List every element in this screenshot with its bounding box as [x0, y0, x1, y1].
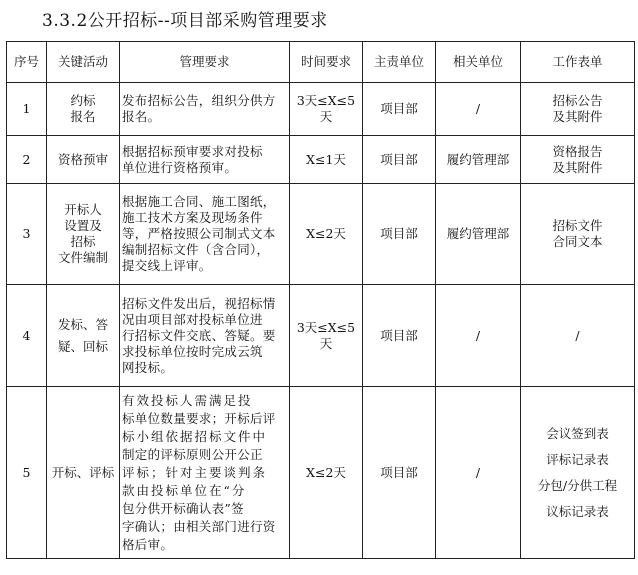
column-header-management: 管理要求	[120, 42, 290, 83]
management-line: 根据招标预审要求对投标	[122, 143, 263, 159]
form-line: 及其附件	[552, 159, 603, 175]
cell-forms	[521, 285, 635, 387]
cell-no: 4	[7, 285, 47, 387]
column-header-activity: 关键活动	[47, 42, 120, 83]
cell-forms	[521, 387, 635, 559]
cell-time	[290, 184, 363, 285]
table-row	[7, 184, 635, 285]
column-header-no: 序号	[7, 42, 47, 83]
cell-no: 5	[7, 387, 47, 559]
form-line: 招标公告	[552, 93, 603, 108]
management-line: 求投标单位按时完成云筑	[122, 343, 263, 359]
cell-owner: 项目部	[363, 184, 436, 285]
cell-time	[290, 136, 363, 184]
form-line: 评标记录表	[546, 451, 609, 467]
cell-time	[290, 387, 363, 559]
management-line: 网投标。	[122, 359, 174, 375]
cell-activity	[47, 387, 120, 559]
management-line: 根据施工合同、施工图纸，	[122, 194, 276, 209]
management-line: 评标；针对主要谈判条	[122, 464, 268, 480]
cell-owner: 项目部	[363, 387, 436, 559]
management-line: 包分供开标确认表”签	[122, 500, 244, 516]
form-line: 及其附件	[552, 109, 603, 124]
table-header-row	[7, 42, 635, 83]
activity-line: 设置及	[64, 218, 102, 233]
management-line: 招标文件发出后，视招标情	[122, 295, 276, 311]
cell-time	[290, 285, 363, 387]
management-line: 等，严格按照公司制式文本	[122, 226, 276, 241]
management-line: 报名。	[122, 109, 161, 124]
cell-related: 履约管理部	[436, 184, 521, 285]
management-line: 标单位数量要求；开标后评	[122, 410, 276, 426]
time-line: X≤2天	[306, 226, 346, 241]
activity-line: 文件编制	[57, 250, 108, 265]
form-line: 议标记录表	[546, 503, 609, 519]
procurement-requirements-table	[6, 41, 635, 559]
form-line: 分包/分供工程	[537, 477, 618, 493]
cell-time	[290, 83, 363, 136]
cell-management	[120, 387, 290, 559]
form-line: 招标文件	[552, 218, 603, 233]
management-line: 字确认；由相关部门进行资	[122, 518, 276, 534]
activity-line: 报名	[70, 109, 96, 124]
cell-activity	[47, 83, 120, 136]
management-line: 格后审。	[122, 536, 174, 552]
activity-line: 发标、答	[57, 316, 108, 332]
cell-forms	[521, 184, 635, 285]
management-line: 提交线上评审。	[122, 258, 212, 273]
management-line: 款由投标单位在“分	[122, 482, 247, 498]
form-line: 合同文本	[552, 234, 603, 249]
cell-related: /	[436, 285, 521, 387]
table-row	[7, 285, 635, 387]
time-line: 天	[319, 109, 333, 124]
cell-owner: 项目部	[363, 136, 436, 184]
cell-management	[120, 285, 290, 387]
activity-line: 开标、评标	[51, 464, 115, 480]
form-line: /	[575, 327, 580, 343]
activity-line: 约标	[70, 93, 96, 108]
management-line: 行招标文件交底、答疑。要	[122, 327, 276, 343]
form-line: 会议签到表	[546, 425, 609, 441]
cell-owner: 项目部	[363, 83, 436, 136]
cell-owner: 项目部	[363, 285, 436, 387]
cell-related: /	[436, 83, 521, 136]
management-line: 单位进行资格预审。	[122, 159, 238, 175]
cell-management	[120, 83, 290, 136]
activity-line: 开标人	[64, 202, 102, 217]
time-line: 3天≤X≤5	[296, 93, 356, 108]
cell-forms	[521, 136, 635, 184]
cell-activity	[47, 136, 120, 184]
time-line: 天	[319, 335, 333, 351]
column-header-related: 相关单位	[436, 42, 521, 83]
management-line: 编制招标文件（含合同），	[122, 242, 270, 257]
activity-line: 招标	[70, 234, 96, 249]
management-line: 制定的评标原则公开公正	[122, 446, 263, 462]
cell-related: 履约管理部	[436, 136, 521, 184]
activity-line: 资格预审	[57, 151, 108, 167]
form-line: 资格报告	[552, 143, 603, 159]
cell-management	[120, 136, 290, 184]
section-heading: 3.3.2公开招标--项目部采购管理要求	[42, 11, 328, 31]
management-line: 施工技术方案及现场条件	[122, 210, 263, 225]
cell-related: /	[436, 387, 521, 559]
table-row	[7, 136, 635, 184]
management-line: 况由项目部对投标单位进	[122, 311, 263, 327]
time-line: X≤1天	[306, 151, 346, 167]
time-line: 3天≤X≤5	[296, 319, 356, 335]
table-row	[7, 83, 635, 136]
cell-no: 2	[7, 136, 47, 184]
cell-no: 1	[7, 83, 47, 136]
cell-activity	[47, 184, 120, 285]
cell-management	[120, 184, 290, 285]
management-line: 有效投标人需满足投	[122, 392, 253, 408]
cell-no: 3	[7, 184, 47, 285]
management-line: 发布招标公告，组织分供方	[122, 93, 276, 108]
time-line: X≤2天	[306, 464, 346, 480]
column-header-forms: 工作表单	[521, 42, 635, 83]
management-line: 标小组依据招标文件中	[122, 428, 268, 444]
column-header-time: 时间要求	[290, 42, 363, 83]
cell-forms	[521, 83, 635, 136]
cell-activity	[47, 285, 120, 387]
table-row	[7, 387, 635, 559]
column-header-owner: 主责单位	[363, 42, 436, 83]
activity-line: 疑、回标	[57, 338, 108, 354]
